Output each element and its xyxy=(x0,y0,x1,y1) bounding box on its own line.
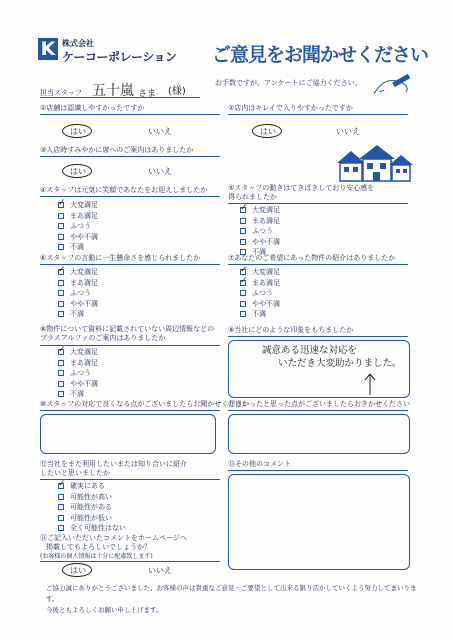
q1-no[interactable]: いいえ xyxy=(148,127,172,136)
question-2: ②店内はキレイで入りやすかったですか xyxy=(228,104,353,112)
q4-option[interactable]: やや不満 xyxy=(58,232,98,243)
arrow-icon xyxy=(360,372,380,396)
q5-option[interactable]: まあ満足 xyxy=(240,216,280,227)
checkbox[interactable] xyxy=(58,381,64,387)
question-7-underline xyxy=(228,264,408,265)
q4-option[interactable]: 不満 xyxy=(58,242,98,253)
question-11: ⑪良かったと思った点がございましたらおきかせください xyxy=(228,400,410,408)
staff-honorific: さま xyxy=(138,89,157,99)
checkbox[interactable] xyxy=(58,504,64,510)
q7-option[interactable]: ✓ まあ満足 xyxy=(240,278,280,289)
q7-option[interactable]: ふつう xyxy=(240,288,280,299)
q12-option[interactable]: ✓ 確実にある xyxy=(58,481,126,492)
q5-option[interactable]: ✓ 大変満足 xyxy=(240,205,280,216)
logo-letter: K xyxy=(40,38,56,60)
question-1: ①店舗は認識しやすかったですか xyxy=(40,104,145,112)
page-title: ご意見をお聞かせください xyxy=(212,44,429,66)
q11-answer-box[interactable] xyxy=(228,414,410,454)
checkbox-checked[interactable] xyxy=(58,483,64,489)
question-14-line-2: 掲載してもよろしいでしょうか？ xyxy=(46,543,151,551)
q1-yes[interactable]: はい xyxy=(70,127,86,136)
q6-option[interactable]: まあ満足 xyxy=(58,278,98,289)
q12-options xyxy=(58,481,126,534)
q5-option[interactable]: 不満 xyxy=(240,247,280,258)
checkbox-checked[interactable] xyxy=(58,202,64,208)
question-2-underline xyxy=(228,114,408,115)
company-name: ケーコーポレーション xyxy=(62,50,177,64)
checkbox[interactable] xyxy=(58,234,64,240)
checkbox[interactable] xyxy=(58,290,64,296)
q8-options xyxy=(58,347,98,400)
q14-no[interactable]: いいえ xyxy=(148,566,172,575)
question-6: ⑥スタッフの言動に一生懸命さを感じられましたか xyxy=(40,254,201,262)
question-7: ⑦あなたのご希望にあった物件の紹介はありましたか xyxy=(228,254,396,262)
q8-option[interactable]: まあ満足 xyxy=(58,358,98,369)
q5-options xyxy=(240,205,280,258)
checkbox[interactable] xyxy=(240,311,246,317)
q12-option[interactable]: 全く可能性はない xyxy=(58,523,126,534)
question-6-underline xyxy=(40,264,220,265)
question-12: ⑫当社をまた利用したいまたは知り合いに紹介したいと思いましたか xyxy=(40,460,187,477)
footer-line-1: ご協力誠にありがとうございました。お客様の声は貴重なご意見・ご要望として出来る限り活かしていくよう努力してまいります。 xyxy=(46,584,417,603)
question-9: ⑨当社にどのような印象をもちましたか xyxy=(228,326,354,334)
q3-yes[interactable]: はい xyxy=(70,167,86,176)
checkbox[interactable] xyxy=(58,244,64,250)
question-8: ⑧物件について資料に記載されていない周辺情報などのプラスアルファのご案内はありましたか xyxy=(40,325,215,342)
checkbox[interactable] xyxy=(58,301,64,307)
checkbox[interactable] xyxy=(58,280,64,286)
checkbox-checked[interactable] xyxy=(240,207,246,213)
question-14-note: (お客様の個人情報は十分に配慮致します) xyxy=(40,553,153,560)
checkbox[interactable] xyxy=(58,494,64,500)
staff-label: 担当スタッフ xyxy=(40,89,82,97)
q8-option[interactable]: ふつう xyxy=(58,368,98,379)
pen-icon xyxy=(370,72,414,98)
staff-name: 五十嵐 xyxy=(92,83,134,99)
q10-answer-box[interactable] xyxy=(40,414,216,454)
q3-no[interactable]: いいえ xyxy=(148,167,172,176)
q7-option[interactable]: やや不満 xyxy=(240,299,280,310)
q4-option[interactable]: ふつう xyxy=(58,221,98,232)
q9-handwritten-line-2: いただき大変助かりました。 xyxy=(278,358,402,369)
question-14-underline xyxy=(40,561,220,562)
q4-options xyxy=(58,200,98,253)
footer-message xyxy=(46,583,426,616)
q8-option[interactable]: ✓ 大変満足 xyxy=(58,347,98,358)
q6-option[interactable]: ふつう xyxy=(58,288,98,299)
checkbox[interactable] xyxy=(58,515,64,521)
q8-option[interactable]: 不満 xyxy=(58,389,98,400)
question-5-underline xyxy=(228,203,408,204)
q7-option[interactable]: ✓ 大変満足 xyxy=(240,267,280,278)
checkbox-checked[interactable] xyxy=(58,269,64,275)
checkbox[interactable] xyxy=(58,391,64,397)
q7-options xyxy=(240,267,280,320)
q6-option[interactable]: やや不満 xyxy=(58,299,98,310)
q5-option[interactable]: やや不満 xyxy=(240,237,280,248)
question-3-underline xyxy=(40,156,220,157)
q12-option[interactable]: 可能性が低い xyxy=(58,513,126,524)
question-8-underline xyxy=(40,345,220,346)
footer-line-2: 今後ともよろしくお願い申し上げます。 xyxy=(46,606,163,614)
q12-option[interactable]: 可能性が高い xyxy=(58,492,126,503)
checkbox[interactable] xyxy=(240,290,246,296)
q2-no[interactable]: いいえ xyxy=(336,127,360,136)
checkbox[interactable] xyxy=(58,311,64,317)
q6-option[interactable]: ✓ 大変満足 xyxy=(58,267,98,278)
question-3: ③入店時すみやかに席へのご案内はありましたか xyxy=(40,146,194,154)
question-10: ⑩スタッフの対応で良くなる点がございましたらお聞かせください xyxy=(40,400,250,408)
question-4: ④スタッフは元気に笑顔であなたをお迎えしましたか xyxy=(40,186,208,194)
question-13: ⑬その他のコメント xyxy=(228,460,291,468)
q6-option[interactable]: 不満 xyxy=(58,309,98,320)
q13-answer-box[interactable] xyxy=(228,474,410,570)
q6-options xyxy=(58,267,98,320)
checkbox[interactable] xyxy=(240,301,246,307)
question-5: ⑤スタッフの動きはてきぱきしており安心感を得られましたか xyxy=(228,184,375,201)
checkbox-checked[interactable] xyxy=(240,280,246,286)
q2-yes[interactable]: はい xyxy=(260,127,276,136)
q14-yes[interactable]: はい xyxy=(70,566,86,575)
question-4-underline xyxy=(40,196,220,197)
checkbox[interactable] xyxy=(58,213,64,219)
checkbox[interactable] xyxy=(240,228,246,234)
checkbox[interactable] xyxy=(240,239,246,245)
staff-honorific-kanji: (様) xyxy=(168,86,186,97)
q4-option[interactable]: まあ満足 xyxy=(58,211,98,222)
question-1-underline xyxy=(40,114,220,115)
checkbox[interactable] xyxy=(58,370,64,376)
question-11-underline xyxy=(228,410,408,411)
checkbox[interactable] xyxy=(58,223,64,229)
houses-illustration xyxy=(333,143,415,183)
checkbox[interactable] xyxy=(58,360,64,366)
question-12-underline xyxy=(40,479,220,480)
checkbox[interactable] xyxy=(58,525,64,531)
question-10-underline xyxy=(40,410,220,411)
checkbox[interactable] xyxy=(240,218,246,224)
question-14-line-1: ⑭ご記入いただいたコメントをホームページへ xyxy=(40,534,187,542)
question-9-underline xyxy=(228,336,408,337)
q4-option[interactable]: ✓ 大変満足 xyxy=(58,200,98,211)
intro-text: お手数ですが、アンケートにご協力ください。 xyxy=(215,79,362,87)
checkbox-checked[interactable] xyxy=(58,349,64,355)
checkbox-checked[interactable] xyxy=(240,269,246,275)
staff-underline xyxy=(40,97,200,98)
q12-option[interactable]: 可能性がある xyxy=(58,502,126,513)
q9-handwritten-line-1: 誠意ある迅速な対応を xyxy=(262,345,358,356)
q7-option[interactable]: 不満 xyxy=(240,309,280,320)
q8-option[interactable]: やや不満 xyxy=(58,379,98,390)
company-type: 株式会社 xyxy=(62,39,94,48)
q5-option[interactable]: ふつう xyxy=(240,226,280,237)
question-13-underline xyxy=(228,470,408,471)
